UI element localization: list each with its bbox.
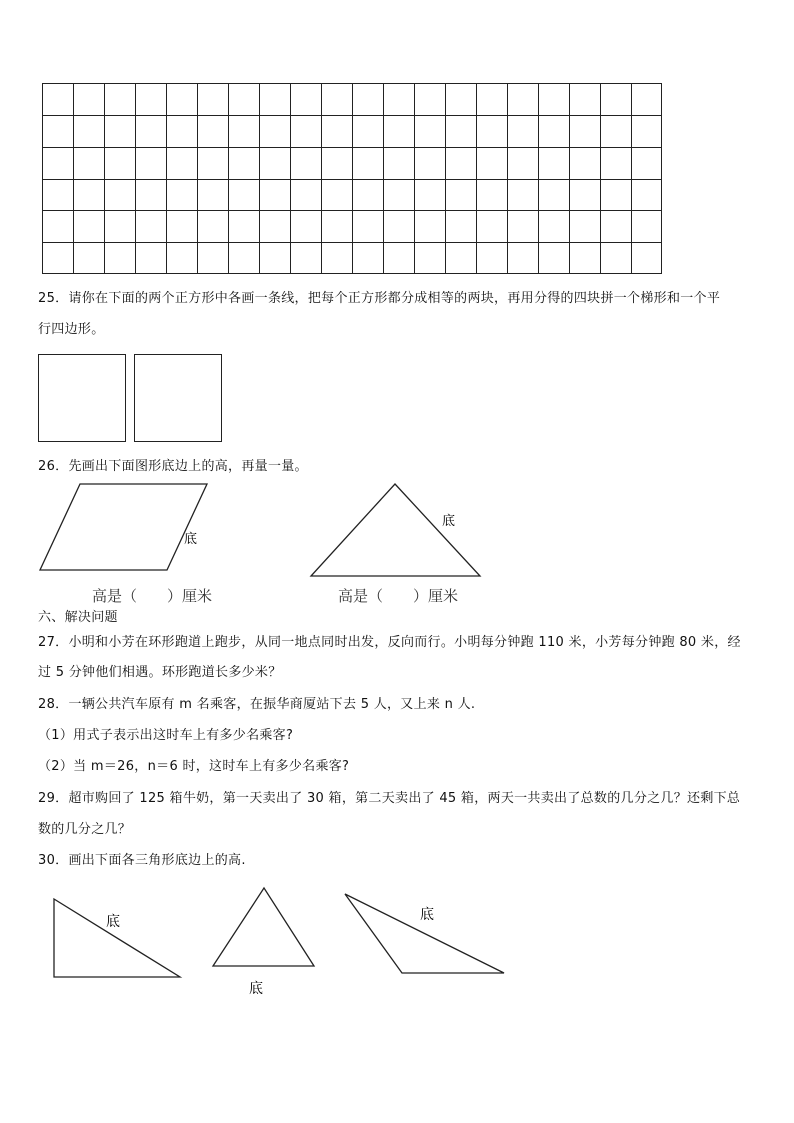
answer-right: 高是（ ）厘米 [338, 587, 459, 605]
question-28-stem: 28．一辆公共汽车原有 m 名乘客，在振华商厦站下去 5 人，又上来 n 人. [38, 697, 476, 712]
obtuse-triangle [345, 894, 504, 973]
right-triangle-base-label: 底 [106, 914, 120, 930]
question-30-figures [0, 880, 794, 1010]
answer-left: 高是（ ）厘米 [92, 587, 213, 605]
question-26-figures [0, 470, 794, 610]
question-28-sub2: （2）当 m＝26，n＝6 时，这时车上有多少名乘客? [38, 759, 350, 774]
question-27-line1: 27．小明和小芳在环形跑道上跑步，从同一地点同时出发，反向而行。小明每分钟跑 110 米，小芳每分钟跑 80 米，经 [38, 635, 741, 650]
question-30: 30．画出下面各三角形底边上的高. [38, 853, 246, 868]
square-1[interactable] [38, 354, 126, 442]
acute-triangle-base-label: 底 [249, 981, 263, 997]
question-25-line1: 25．请你在下面的两个正方形中各画一条线，把每个正方形都分成相等的两块，再用分得的四块拼一个梯形和一个平 [38, 291, 721, 306]
question-25-line2: 行四边形。 [38, 322, 105, 337]
question-29-line1: 29．超市购回了 125 箱牛奶，第一天卖出了 30 箱，第二天卖出了 45 箱，两天一共卖出了总数的几分之几？还剩下总 [38, 791, 741, 806]
parallelogram-base-label: 底 [184, 532, 198, 547]
obtuse-triangle-base-label: 底 [420, 907, 434, 923]
square-2[interactable] [134, 354, 222, 442]
question-29-line2: 数的几分之几？ [38, 822, 132, 837]
triangle-isosceles [311, 484, 480, 576]
right-triangle [54, 899, 180, 977]
section-6-title: 六、解决问题 [38, 610, 118, 625]
practice-grid [42, 83, 662, 274]
question-28-sub1: （1）用式子表示出这时车上有多少名乘客? [38, 728, 294, 743]
question-27-line2: 过 5 分钟他们相遇。环形跑道长多少米？ [38, 665, 282, 680]
parallelogram [40, 484, 207, 570]
acute-triangle [213, 888, 314, 966]
triangle-base-label: 底 [442, 514, 456, 529]
question-26: 26．先画出下面图形底边上的高，再量一量。 [38, 459, 308, 474]
